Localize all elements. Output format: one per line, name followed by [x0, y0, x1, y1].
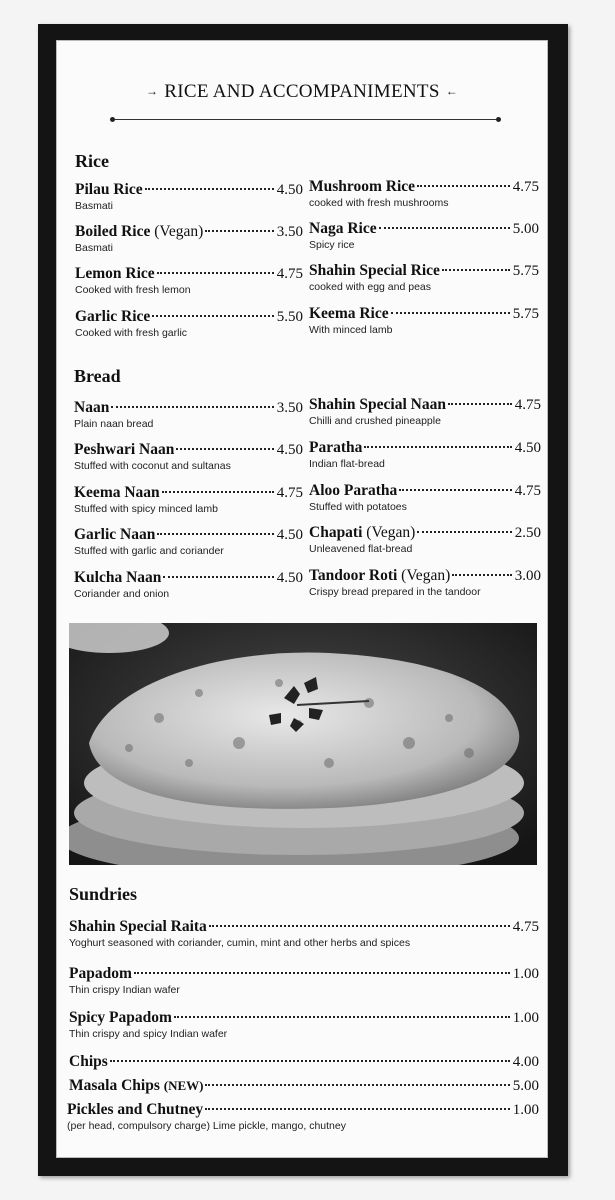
item-name: Lemon Rice	[75, 265, 155, 282]
item-name: Masala Chips	[69, 1077, 160, 1094]
item-desc: Yoghurt seasoned with coriander, cumin, mint and other herbs and spices	[69, 937, 411, 949]
item-desc: Chilli and crushed pineapple	[309, 415, 441, 427]
item-price: 3.00	[514, 568, 541, 584]
item-price: 4.75	[276, 266, 303, 282]
menu-item	[67, 1101, 539, 1132]
item-name: Pickles and Chutney	[67, 1101, 204, 1118]
item-desc: cooked with egg and peas	[309, 281, 432, 293]
item-price: 4.50	[514, 440, 541, 456]
item-name: Mushroom Rice	[309, 178, 416, 195]
item-desc: Stuffed with potatoes	[309, 501, 407, 513]
item-price: 5.00	[512, 1078, 539, 1094]
item-price: 4.75	[276, 485, 303, 501]
item-name: Aloo Paratha	[309, 482, 398, 499]
page-title	[57, 81, 547, 103]
item-name: Chips	[69, 1053, 108, 1070]
item-price: 4.50	[276, 527, 303, 543]
menu-item	[69, 918, 539, 949]
item-desc: Thin crispy and spicy Indian wafer	[69, 1028, 228, 1040]
menu-item	[74, 526, 303, 557]
item-price: 4.50	[276, 570, 303, 586]
item-price: 4.50	[276, 442, 303, 458]
item-desc: Unleavened flat-bread	[309, 543, 413, 555]
menu-item	[309, 439, 541, 470]
item-price: 5.50	[276, 309, 303, 325]
item-desc: Crispy bread prepared in the tandoor	[309, 586, 481, 598]
menu-item	[74, 441, 303, 472]
item-price: 1.00	[512, 1102, 539, 1118]
item-price: 4.50	[276, 182, 303, 198]
section-title-bread: Bread	[74, 366, 121, 386]
item-name: Shahin Special Naan	[309, 396, 446, 413]
title-divider	[113, 119, 498, 120]
item-desc: Thin crispy Indian wafer	[69, 984, 180, 996]
item-name: Keema Rice	[309, 305, 389, 322]
item-desc: Basmati	[75, 242, 113, 254]
menu-item	[309, 305, 539, 336]
menu-item	[69, 1053, 539, 1071]
item-name: Pilau Rice	[75, 181, 143, 198]
new-tag: (NEW)	[163, 1078, 204, 1093]
item-desc: Coriander and onion	[74, 588, 170, 600]
menu-item	[309, 482, 541, 513]
vegan-tag: (Vegan)	[366, 524, 416, 541]
item-name: Shahin Special Rice	[309, 262, 440, 279]
item-name: Chapati	[309, 524, 363, 541]
item-desc: Cooked with fresh lemon	[75, 284, 191, 296]
item-desc: cooked with fresh mushrooms	[309, 197, 449, 209]
item-price: 1.00	[512, 966, 539, 982]
item-price: 3.50	[276, 400, 303, 416]
item-price: 1.00	[512, 1010, 539, 1026]
vegan-tag: (Vegan)	[401, 567, 451, 584]
item-name: Tandoor Roti	[309, 567, 398, 584]
naan-bread-photo	[69, 623, 537, 865]
menu-item	[309, 262, 539, 293]
menu-frame	[38, 24, 568, 1176]
item-desc: Indian flat-bread	[309, 458, 385, 470]
menu-item	[309, 524, 541, 555]
item-price: 3.50	[276, 224, 303, 240]
item-name: Garlic Rice	[75, 308, 151, 325]
item-name: Keema Naan	[74, 484, 160, 501]
menu-item	[69, 1009, 539, 1040]
arrow-left-icon: ←	[445, 84, 459, 98]
item-price: 4.00	[512, 1054, 539, 1070]
item-desc: (per head, compulsory charge) Lime pickle, mango, chutney	[67, 1120, 346, 1132]
item-desc: Basmati	[75, 200, 113, 212]
item-price: 5.75	[512, 306, 539, 322]
item-price: 2.50	[514, 525, 541, 541]
menu-item	[75, 265, 303, 296]
item-price: 4.75	[514, 483, 541, 499]
item-desc: Stuffed with spicy minced lamb	[74, 503, 218, 515]
item-name: Papadom	[69, 965, 132, 982]
vegan-tag: (Vegan)	[154, 223, 204, 240]
item-name: Paratha	[309, 439, 363, 456]
item-name: Spicy Papadom	[69, 1009, 172, 1026]
item-name: Boiled Rice	[75, 223, 151, 240]
item-desc: Plain naan bread	[74, 418, 154, 430]
item-price: 4.75	[512, 179, 539, 195]
menu-item	[74, 399, 303, 430]
item-price: 5.75	[512, 263, 539, 279]
item-name: Peshwari Naan	[74, 441, 175, 458]
item-desc: Stuffed with coconut and sultanas	[74, 460, 231, 472]
page-title-text: RICE AND ACCOMPANIMENTS	[164, 81, 440, 102]
section-title-sundries: Sundries	[69, 884, 138, 904]
item-name: Kulcha Naan	[74, 569, 162, 586]
item-price: 5.00	[512, 221, 539, 237]
menu-item	[75, 223, 303, 254]
item-desc: Cooked with fresh garlic	[75, 327, 188, 339]
menu-item	[309, 396, 541, 427]
menu-item	[69, 1077, 539, 1095]
item-name: Garlic Naan	[74, 526, 156, 543]
menu-item	[309, 178, 539, 209]
menu-card	[56, 40, 548, 1158]
menu-item	[74, 569, 303, 600]
menu-item	[309, 567, 541, 598]
item-desc: With minced lamb	[309, 324, 393, 336]
item-name: Shahin Special Raita	[69, 918, 207, 935]
arrow-right-icon: →	[145, 84, 159, 98]
menu-item	[75, 308, 303, 339]
item-price: 4.75	[512, 919, 539, 935]
item-name: Naga Rice	[309, 220, 377, 237]
menu-item	[309, 220, 539, 251]
section-title-rice: Rice	[75, 151, 109, 171]
item-name: Naan	[74, 399, 110, 416]
menu-item	[75, 181, 303, 212]
menu-item	[74, 484, 303, 515]
item-price: 4.75	[514, 397, 541, 413]
menu-item	[69, 965, 539, 996]
item-desc: Spicy rice	[309, 239, 355, 251]
item-desc: Stuffed with garlic and coriander	[74, 545, 224, 557]
